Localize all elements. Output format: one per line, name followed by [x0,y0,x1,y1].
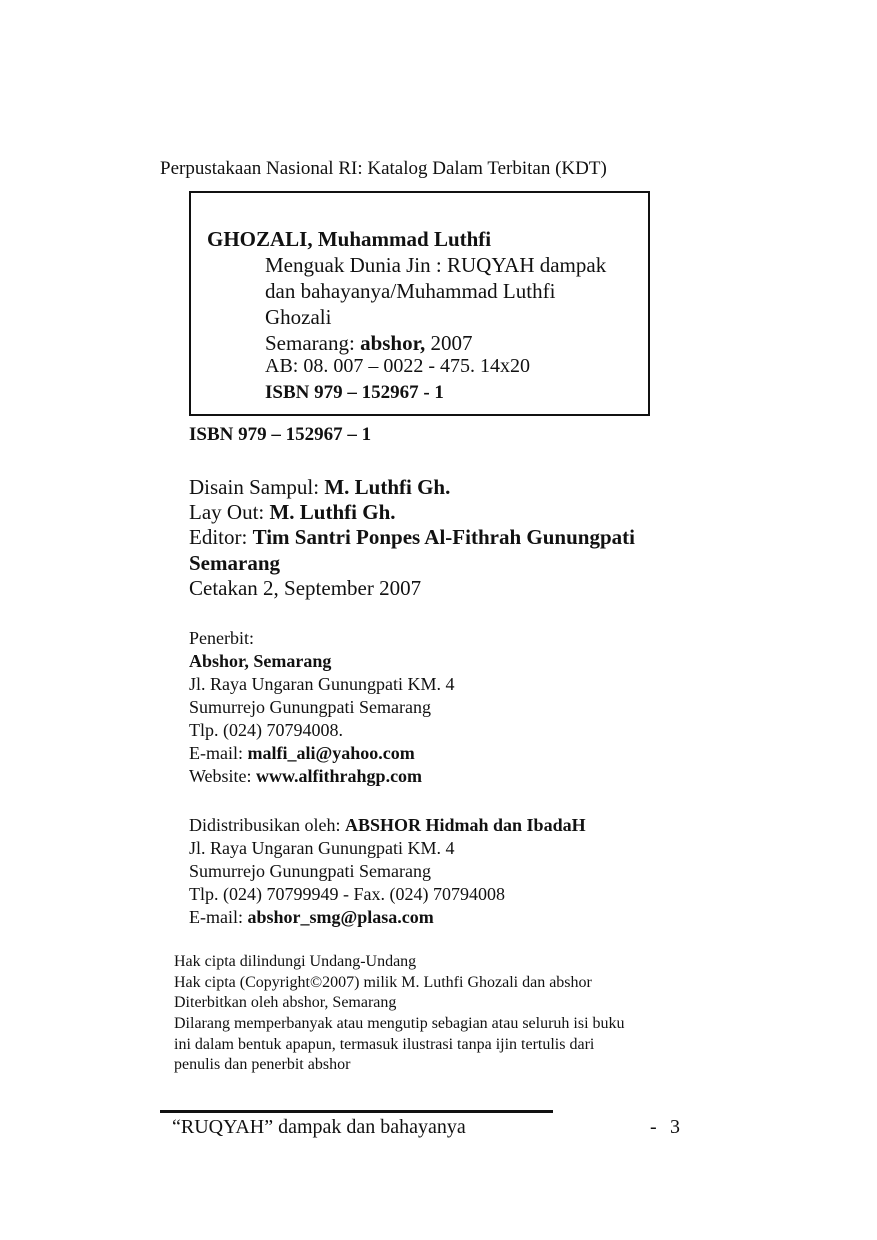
distributor-email [189,907,434,928]
catalog-title-line: dan bahayanya/Muhammad Luthfi [265,279,556,303]
editor-credit [189,525,635,550]
cover-design-label: Disain Sampul: [189,475,325,499]
catalog-isbn: ISBN 979 – 152967 - 1 [265,382,444,403]
catalog-publication-place: Semarang: [265,331,361,355]
distributor-email-value: abshor_smg@plasa.com [247,907,434,927]
publisher-label: Penerbit: [189,628,254,648]
distributor-address-line: Sumurrejo Gunungpati Semarang [189,861,431,881]
copyright-line: Dilarang memperbanyak atau mengutip sebagian atau seluruh isi buku [174,1015,625,1032]
page-number: 3 [670,1116,680,1138]
distributor [189,815,586,836]
cover-design-credit [189,475,450,500]
publisher-email-label: E-mail: [189,743,248,763]
catalog-author: GHOZALI, Muhammad Luthfi [207,227,492,251]
editor-label: Editor: [189,525,253,549]
editor-value: Tim Santri Ponpes Al-Fithrah Gunungpati [252,525,635,549]
kdt-heading: Perpustakaan Nasional RI: Katalog Dalam Terbitan (KDT) [160,158,607,179]
isbn-line: ISBN 979 – 152967 – 1 [189,424,372,445]
print-edition: Cetakan 2, September 2007 [189,576,422,600]
footer-running-title: “RUQYAH” dampak dan bahayanya [172,1116,466,1138]
layout-label: Lay Out: [189,500,270,524]
copyright-line: Hak cipta (Copyright©2007) milik M. Luthfi Ghozali dan abshor [174,974,592,991]
publisher-address-line: Sumurrejo Gunungpati Semarang [189,697,431,717]
distributor-label: Didistribusikan oleh: [189,815,345,835]
publisher-name: Abshor, Semarang [189,651,332,671]
footer-rule [160,1110,553,1113]
copyright-line: penulis dan penerbit abshor [174,1056,351,1073]
publisher-phone: Tlp. (024) 70794008. [189,720,343,740]
catalog-ab-line: AB: 08. 007 – 0022 - 475. 14x20 [265,355,530,377]
editor-value-continued: Semarang [189,551,280,575]
layout-credit [189,500,396,525]
publisher-email [189,743,415,764]
catalog-title-line: Menguak Dunia Jin : RUQYAH dampak [265,253,607,277]
catalog-publication-year: 2007 [425,331,473,355]
distributor-name: ABSHOR Hidmah dan IbadaH [345,815,586,835]
copyright-line: ini dalam bentuk apapun, termasuk ilustrasi tanpa ijin tertulis dari [174,1036,595,1053]
copyright-line: Hak cipta dilindungi Undang-Undang [174,953,417,970]
publisher-website-label: Website: [189,766,257,786]
publisher-address-line: Jl. Raya Ungaran Gunungpati KM. 4 [189,674,455,694]
cover-design-value: M. Luthfi Gh. [324,475,451,499]
catalog-title-line: Ghozali [265,305,332,329]
catalog-box [189,191,650,416]
catalog-publication-publisher: abshor, [360,331,426,355]
distributor-email-label: E-mail: [189,907,248,927]
distributor-address-line: Jl. Raya Ungaran Gunungpati KM. 4 [189,838,455,858]
publisher-website [189,766,422,787]
copyright-line: Diterbitkan oleh abshor, Semarang [174,994,397,1011]
layout-value: M. Luthfi Gh. [269,500,396,524]
footer-dash: - [650,1116,657,1138]
distributor-phone: Tlp. (024) 70799949 - Fax. (024) 70794008 [189,884,505,904]
publisher-email-value: malfi_ali@yahoo.com [247,743,415,763]
publisher-website-value: www.alfithrahgp.com [256,766,423,786]
catalog-publication [265,331,473,356]
